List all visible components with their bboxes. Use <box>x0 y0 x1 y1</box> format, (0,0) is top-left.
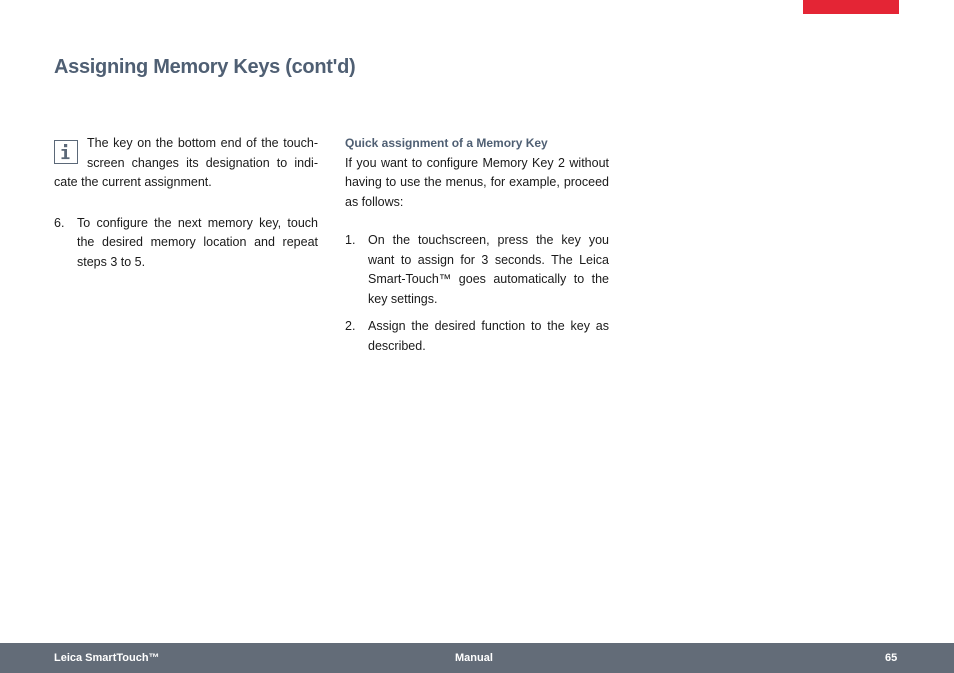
footer-product: Leica SmartTouch™ <box>54 652 160 664</box>
middle-step-list <box>345 231 609 356</box>
step-text: On the touchscreen, press the key you want to assign for 3 seconds. The Leica Smart-Touch™ goes automatically to the key settings. <box>368 233 609 306</box>
page-footer <box>0 643 954 673</box>
step-number: 1. <box>345 233 356 247</box>
list-item <box>345 317 609 356</box>
middle-column <box>345 134 609 356</box>
red-tab-marker <box>803 0 899 14</box>
info-note <box>54 134 318 193</box>
footer-page-number: 65 <box>885 652 898 664</box>
step-number: 2. <box>345 319 356 333</box>
section-subheading: Quick assignment of a Memory Key <box>345 136 548 150</box>
left-column <box>54 134 318 272</box>
page-title: Assigning Memory Keys (cont'd) <box>54 56 356 78</box>
step-number: 6. <box>54 215 65 230</box>
step-text: Assign the desired function to the key as described. <box>368 319 609 353</box>
info-note-text: The key on the bottom end of the touch-screen changes its designation to indi-cate the current assignment. <box>54 136 318 189</box>
left-step-list <box>54 214 318 273</box>
info-icon <box>54 140 78 164</box>
list-item <box>345 231 609 309</box>
footer-doc-type: Manual <box>455 652 493 664</box>
step-text: To configure the next memory key, touch the desired memory location and repeat steps 3 to 5. <box>77 215 318 269</box>
list-item <box>54 214 318 273</box>
section-intro: If you want to configure Memory Key 2 without having to use the menus, for example, proceed as follows: <box>345 155 609 209</box>
